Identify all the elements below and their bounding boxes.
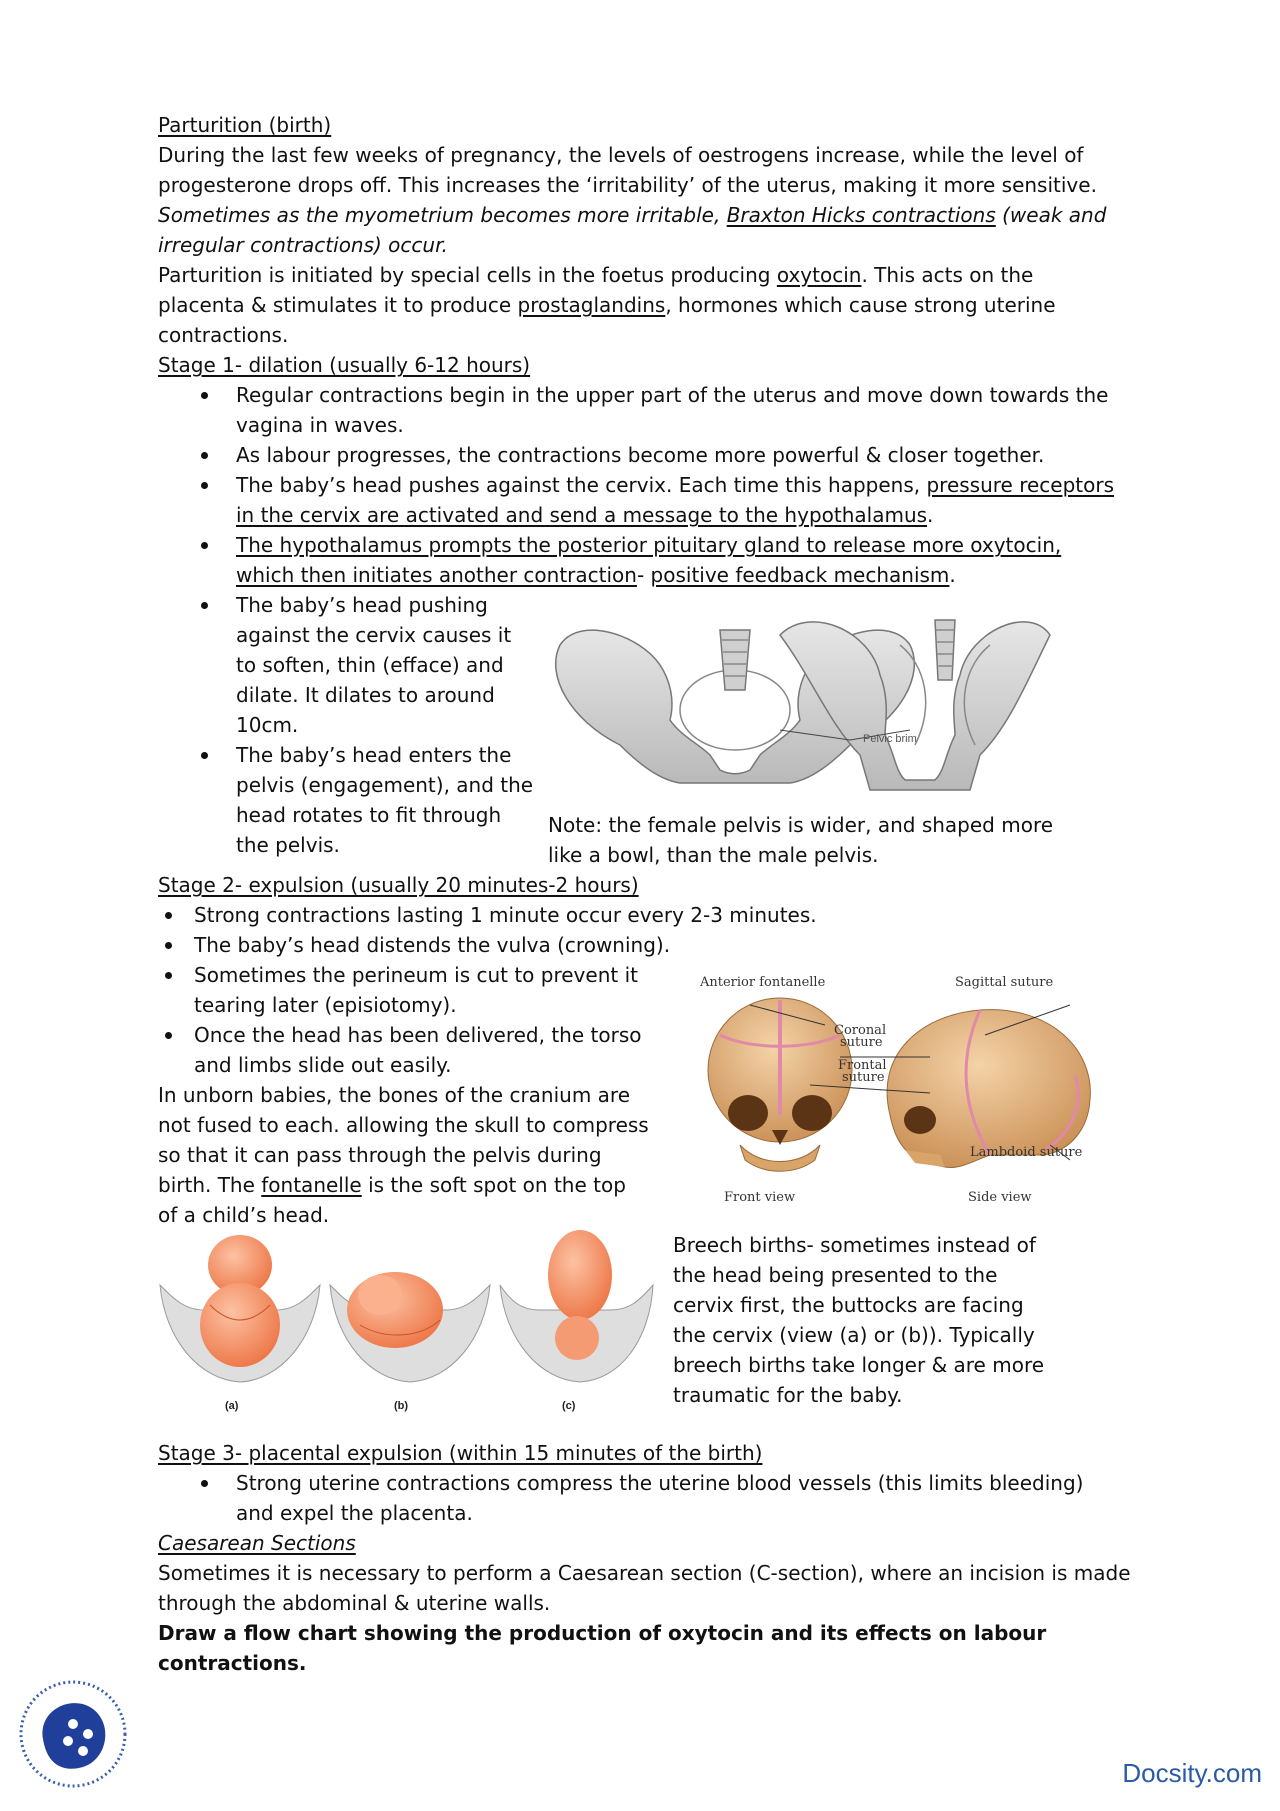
breech-text-line-2: the head being presented to the (673, 1263, 998, 1287)
stage1-bullet-5-line-4: dilate. It dilates to around (236, 683, 495, 707)
breech-label-a: (a) (225, 1400, 239, 1412)
breech-text-line-1: Breech births- sometimes instead of (673, 1233, 1036, 1257)
stage1-bullet-6-line-3: head rotates to fit through (236, 803, 502, 827)
text-run: (weak and (995, 203, 1107, 227)
text-run: is the soft spot on the top (361, 1173, 626, 1197)
text-run: Sometimes as the myometrium becomes more irritable, (158, 203, 727, 227)
page-title: Parturition (birth) (158, 113, 332, 137)
stage1-bullet-6-line-2: pelvis (engagement), and the (236, 773, 534, 797)
stage3-heading: Stage 3- placental expulsion (within 15 minutes of the birth) (158, 1441, 763, 1465)
braxton-hicks-term: Braxton Hicks contractions (726, 203, 996, 227)
cranium-para-line-3: so that it can pass through the pelvis during (158, 1143, 602, 1167)
stage1-bullet-3-line-1 (236, 470, 1114, 500)
skull-front-view (708, 998, 852, 1171)
text-run: - (636, 563, 651, 587)
sagittal-suture-label: Sagittal suture (955, 975, 1054, 990)
task-line-1: Draw a flow chart showing the production of oxytocin and its effects on labour (158, 1621, 1047, 1645)
text-run: Parturition is initiated by special cells in the foetus producing (158, 263, 777, 287)
bullet-dot (165, 912, 172, 919)
stage2-bullet-3-line-2: tearing later (episiotomy). (194, 993, 457, 1017)
bullet-dot (201, 482, 208, 489)
pressure-receptors-term: pressure receptors (926, 473, 1115, 497)
text-run: , hormones which cause strong uterine (665, 293, 1056, 317)
breech-text-line-6: traumatic for the baby. (673, 1383, 903, 1407)
cranium-para-line-4 (158, 1170, 626, 1200)
text-run: placenta & stimulates it to produce (158, 293, 518, 317)
bullet-dot (165, 1032, 172, 1039)
coronal-label-2: suture (840, 1035, 883, 1050)
docsity-watermark[interactable]: Docsity.com (1122, 1758, 1262, 1788)
intro-line-4 (158, 290, 1056, 320)
breech-view-a (160, 1235, 320, 1382)
cranium-para-line-5: of a child’s head. (158, 1203, 330, 1227)
bullet-dot (165, 942, 172, 949)
breech-view-c (500, 1230, 653, 1382)
caesarean-line-2: through the abdominal & uterine walls. (158, 1591, 551, 1615)
stage1-bullet-5-line-5: 10cm. (236, 713, 299, 737)
breech-label-b: (b) (394, 1400, 409, 1412)
caesarean-line-1: Sometimes it is necessary to perform a Caesarean section (C-section), where an incision is made (158, 1561, 1131, 1585)
breech-text-line-3: cervix first, the buttocks are facing (673, 1293, 1024, 1317)
intro-line-3 (158, 260, 1033, 290)
stage1-bullet-4-line-2 (236, 560, 956, 590)
breech-positions-illustration (155, 1230, 655, 1390)
pelvis-illustration (550, 605, 1070, 795)
oxytocin-term: oxytocin (776, 263, 862, 287)
breech-text-line-4: the cervix (view (a) or (b)). Typically (673, 1323, 1035, 1347)
text-run: in the cervix are activated and send a message to the hypothalamus (236, 503, 928, 527)
stage1-bullet-1-line-1: Regular contractions begin in the upper part of the uterus and move down towards the (236, 383, 1109, 407)
lambdoid-suture-label: Lambdoid suture (970, 1145, 1083, 1160)
stage1-bullet-1-line-2: vagina in waves. (236, 413, 404, 437)
stage1-bullet-5-line-3: to soften, thin (efface) and (236, 653, 504, 677)
stage1-bullet-6-line-4: the pelvis. (236, 833, 340, 857)
frontal-label-2: suture (842, 1070, 885, 1085)
docsity-logo-icon (18, 1679, 128, 1789)
stage1-heading: Stage 1- dilation (usually 6-12 hours) (158, 353, 531, 377)
stage3-bullet-1-line-2: and expel the placenta. (236, 1501, 473, 1525)
stage1-bullet-3-line-2 (236, 500, 933, 530)
text-run: which then initiates another contraction (236, 563, 637, 587)
text-run: . This acts on the (861, 263, 1034, 287)
pelvic-brim-label: Pelvic brim (863, 733, 917, 745)
positive-feedback-term: positive feedback mechanism (650, 563, 950, 587)
bullet-dot (201, 752, 208, 759)
task-line-2: contractions. (158, 1651, 307, 1675)
bullet-dot (201, 1480, 208, 1487)
stage2-bullet-3-line-1: Sometimes the perineum is cut to prevent it (194, 963, 638, 987)
fontanelle-term: fontanelle (261, 1173, 362, 1197)
intro-italic-line-1 (158, 200, 1106, 230)
bullet-dot (201, 602, 208, 609)
breech-label-c: (c) (562, 1400, 576, 1412)
pelvis-note-line-2: like a bowl, than the male pelvis. (548, 843, 879, 867)
text-run: The baby’s head pushes against the cervix. Each time this happens, (236, 473, 927, 497)
text-run: birth. The (158, 1173, 262, 1197)
intro-line-2: progesterone drops off. This increases the ‘irritability’ of the uterus, making it more sensitive. (158, 173, 1097, 197)
cranium-para-line-1: In unborn babies, the bones of the cranium are (158, 1083, 631, 1107)
stage2-bullet-4-line-1: Once the head has been delivered, the torso (194, 1023, 642, 1047)
coronal-label-1: Coronal (834, 1023, 887, 1038)
stage2-bullet-4-line-2: and limbs slide out easily. (194, 1053, 452, 1077)
stage1-bullet-5-line-1: The baby’s head pushing (236, 593, 488, 617)
caesarean-heading: Caesarean Sections (158, 1531, 356, 1555)
stage3-bullet-1-line-1: Strong uterine contractions compress the uterine blood vessels (this limits bleeding) (236, 1471, 1084, 1495)
breech-view-b (330, 1272, 490, 1382)
front-view-label: Front view (724, 1190, 796, 1205)
stage1-bullet-2: As labour progresses, the contractions become more powerful & closer together. (236, 443, 1045, 467)
text-run: . (927, 503, 934, 527)
pelvis-note-line-1: Note: the female pelvis is wider, and shaped more (548, 813, 1054, 837)
cranium-para-line-2: not fused to each. allowing the skull to compress (158, 1113, 649, 1137)
bullet-dot (201, 452, 208, 459)
breech-text-line-5: breech births take longer & are more (673, 1353, 1045, 1377)
anterior-fontanelle-label: Anterior fontanelle (700, 975, 826, 990)
intro-line-5: contractions. (158, 323, 289, 347)
stage1-bullet-6-line-1: The baby’s head enters the (236, 743, 512, 767)
frontal-label-1: Frontal (838, 1058, 887, 1073)
text-run: . (949, 563, 956, 587)
stage2-bullet-1: Strong contractions lasting 1 minute occur every 2-3 minutes. (194, 903, 817, 927)
stage1-bullet-4-line-1: The hypothalamus prompts the posterior pituitary gland to release more oxytocin, (236, 533, 1062, 557)
prostaglandins-term: prostaglandins (517, 293, 666, 317)
intro-line-1: During the last few weeks of pregnancy, the levels of oestrogens increase, while the level of (158, 143, 1084, 167)
bullet-dot (165, 972, 172, 979)
bullet-dot (201, 542, 208, 549)
stage2-bullet-2: The baby’s head distends the vulva (crowning). (194, 933, 671, 957)
stage2-heading: Stage 2- expulsion (usually 20 minutes-2 hours) (158, 873, 639, 897)
side-view-label: Side view (968, 1190, 1032, 1205)
stage1-bullet-5-line-2: against the cervix causes it (236, 623, 512, 647)
bullet-dot (201, 392, 208, 399)
intro-italic-line-2: irregular contractions) occur. (158, 233, 448, 257)
